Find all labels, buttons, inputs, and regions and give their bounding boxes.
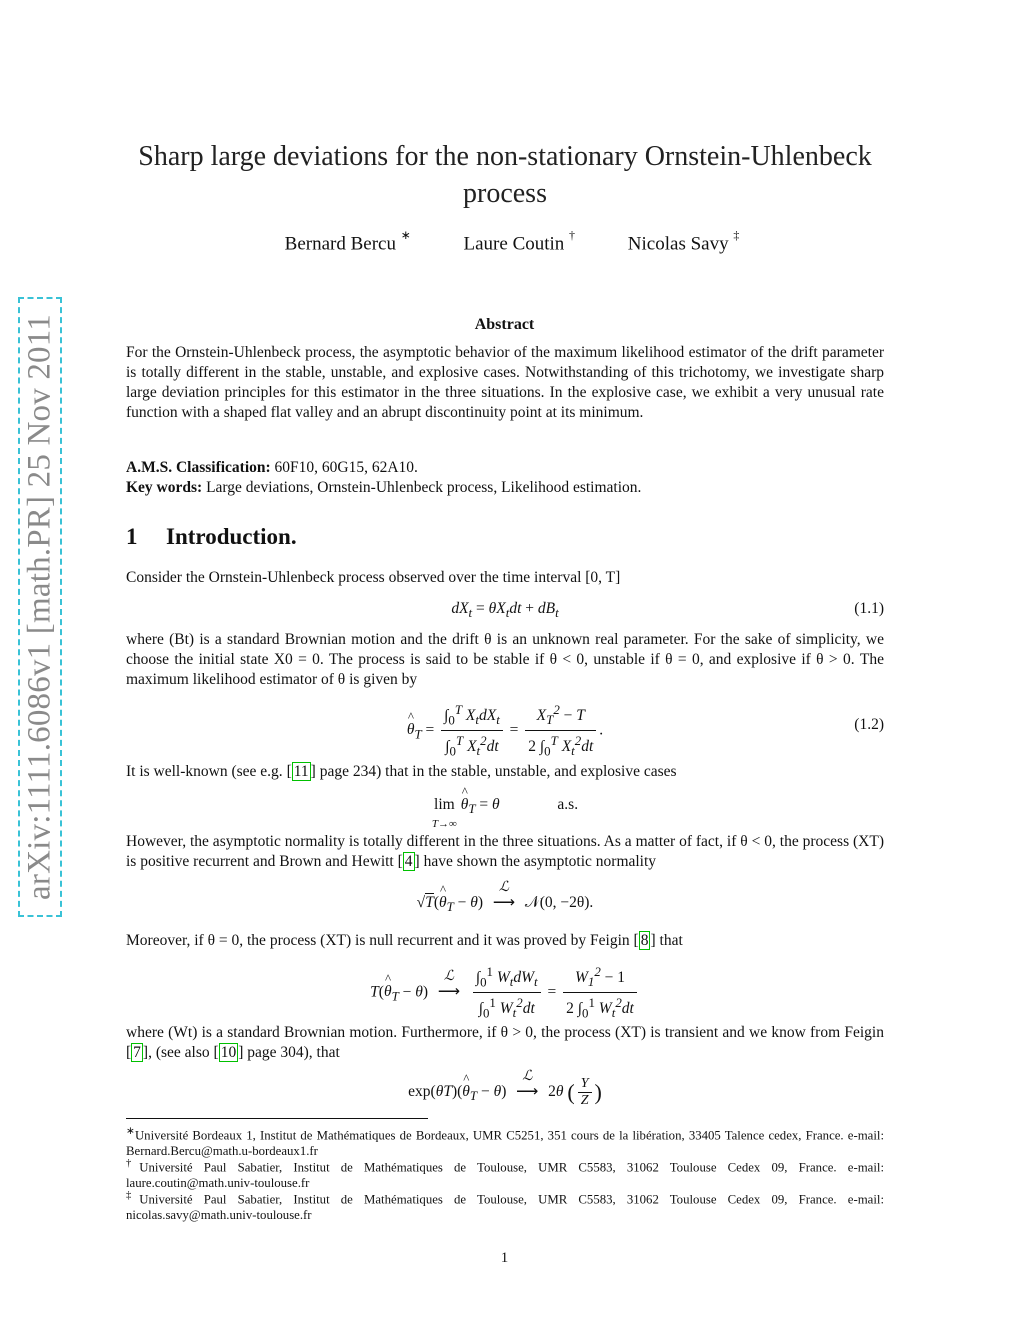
- convergence-arrow: ℒ ⟶: [516, 1069, 539, 1101]
- paragraph-text: However, the asymptotic normality is totally different in the three situations. As a matter of fact, if θ < 0, the process (XT) is positive recurrent and Brown and Hewitt: [126, 833, 884, 870]
- paragraph-text: page 304), that: [247, 1044, 340, 1061]
- footnote-rule: [126, 1118, 428, 1119]
- paragraph-text: page 234) that in the stable, unstable, and explosive cases: [319, 763, 677, 780]
- paragraph-text: It is well-known (see e.g.: [126, 763, 283, 780]
- almost-surely-label: a.s.: [557, 796, 579, 813]
- equation-explosive: [126, 1069, 884, 1116]
- fraction: $\frac{\int_0^T X_tdX_t}{\int_0^T X_t^2dt}$: [441, 700, 503, 762]
- fraction: $\frac{X_T^2 - T}{2 \int_0^T X_t^2dt}$: [525, 700, 596, 762]
- section-number: 1: [126, 524, 138, 549]
- citation-link[interactable]: 7: [133, 1044, 141, 1061]
- equation-body: T(^ $\theta_T - \theta$) ℒ ⟶ $\frac{\int_0^1 W_tdW_t}{\int_0^1 W_t^2dt}$ = $\frac{W_1^2 - 1}{2 \int_0^1 W_t^2dt}$: [126, 962, 884, 1024]
- citation-link[interactable]: 11: [293, 763, 309, 780]
- author-footnote-mark[interactable]: ‡: [733, 228, 740, 242]
- equation-body: ^ $\theta_T$ = $\frac{\int_0^T X_tdX_t}{\int_0^T X_t^2dt}$ = $\frac{X_T^2 - T}{2 \int_0^T X_t^2dt}$ .: [126, 700, 884, 762]
- footnote-text: Université Paul Sabatier, Institut de Mathématiques de Toulouse, UMR C5583, 31062 Toulouse Cedex 09, France. e-mail: nicolas.savy@math.univ-toulouse.fr: [126, 1192, 885, 1223]
- citation-link[interactable]: 4: [404, 853, 413, 870]
- author: [463, 228, 576, 255]
- equation-body: √T(^ $\theta_T - \theta$) ℒ ⟶ 𝒩(0, −2θ).: [126, 893, 884, 915]
- paragraph-1: Consider the Ornstein-Uhlenbeck process observed over the time interval [0, T]: [126, 569, 621, 586]
- abstract-heading: Abstract: [474, 316, 535, 333]
- equation-body: lim T→∞ ^ $\theta_T = \theta$ a.s.: [126, 796, 884, 832]
- author-name: Bernard Bercu: [284, 233, 396, 255]
- classification-value: 60F10, 60G15, 62A10.: [274, 459, 418, 476]
- footnote: [126, 1124, 884, 1159]
- classification-line: [126, 458, 884, 478]
- footnote: [126, 1156, 884, 1191]
- section-title: Introduction.: [166, 524, 297, 549]
- page-number: 1: [500, 1250, 509, 1266]
- keywords-value: Large deviations, Ornstein-Uhlenbeck process, Likelihood estimation.: [206, 479, 642, 496]
- author-footnote-mark[interactable]: †: [569, 228, 576, 242]
- paragraph-text: that: [659, 932, 683, 949]
- convergence-arrow: ℒ ⟶: [437, 969, 461, 1001]
- equation-limit: [126, 796, 884, 836]
- paragraph-3: It is well-known (see e.g. [ 11 ] page 234) that in the stable, unstable, and explosive cases: [126, 763, 677, 780]
- footnote-mark: ∗: [126, 1126, 135, 1137]
- paragraph-text: Moreover, if θ = 0, the process (XT) is null recurrent and it was proved by Feigin: [126, 932, 630, 949]
- abstract-text: For the Ornstein-Uhlenbeck process, the asymptotic behavior of the maximum likelihood estimator of the drift parameter is totally different in the stable, unstable, and explosive cases. Notwithstanding of this trichotomy, we investigate sharp large deviation principles for this estimator in the three situations. In the explosive case, we exhibit a very unusual rate function with a shaped flat valley and an abrupt discontinuity point at its minimum.: [126, 344, 884, 421]
- paper-title: Sharp large deviations for the non-stationary Ornstein-Uhlenbeck process: [138, 141, 872, 209]
- paragraph-6: where (Wt) is a standard Brownian motion. Furthermore, if θ > 0, the process (XT) is transient and we know from Feigin [ 7 ], (see also [ 10 ] page 304), that: [126, 1024, 884, 1061]
- fraction: $\frac{\int_0^1 W_tdW_t}{\int_0^1 W_t^2dt}$: [473, 962, 541, 1024]
- fraction: $\frac{W_1^2 - 1}{2 \int_0^1 W_t^2dt}$: [563, 962, 637, 1024]
- footnote: [126, 1188, 884, 1223]
- equation-1-2: [126, 700, 884, 759]
- author-name: Nicolas Savy: [627, 233, 729, 255]
- keywords-label: Key words:: [126, 479, 203, 496]
- author-name: Laure Coutin: [463, 233, 565, 255]
- footnote-text: Université Bordeaux 1, Institut de Mathématiques de Bordeaux, UMR C5251, 351 cours de la libération, 33405 Talence cedex, France. e-mail: Bernard.Bercu@math.u-bordeaux1.fr: [126, 1128, 884, 1159]
- author: [627, 228, 740, 255]
- footnote-text: Université Paul Sabatier, Institut de Mathématiques de Toulouse, UMR C5583, 31062 Toulouse Cedex 09, France. e-mail: laure.coutin@math.univ-toulouse.fr: [126, 1160, 885, 1191]
- equation-tag: (1.2): [854, 716, 884, 733]
- keywords-line: [126, 478, 884, 498]
- paragraph-4: However, the asymptotic normality is totally different in the three situations. As a matter of fact, if θ < 0, the process (XT) is positive recurrent and Brown and Hewitt [ 4 ] have shown the asymptotic normality: [126, 833, 884, 870]
- author: [284, 228, 411, 255]
- equation-unstable: [126, 962, 884, 1021]
- arxiv-stamp: [18, 297, 62, 917]
- arxiv-identifier[interactable]: arXiv:1111.6086v1 [math.PR] 25 Nov 2011: [21, 314, 58, 900]
- paragraph-text: where (Wt) is a standard Brownian motion. Furthermore, if θ > 0, the process (XT) is transient and we know from Feigin: [126, 1024, 884, 1041]
- footnote-mark: ‡: [126, 1190, 140, 1201]
- paragraph-text: have shown the asymptotic normality: [423, 853, 657, 870]
- convergence-arrow: ℒ ⟶: [492, 880, 516, 911]
- citation-link[interactable]: 10: [220, 1044, 237, 1061]
- paragraph-5: Moreover, if θ = 0, the process (XT) is null recurrent and it was proved by Feigin [ 8 ] that: [126, 932, 683, 949]
- equation-body: $dX_t = \theta X_tdt + dB_t$: [451, 600, 559, 621]
- section-heading: [126, 524, 297, 550]
- footnote-mark: †: [126, 1158, 140, 1169]
- paragraph-text: , (see also: [148, 1044, 210, 1061]
- normal-distribution: 𝒩(0, −2θ).: [524, 894, 594, 911]
- classification-label: A.M.S. Classification:: [126, 459, 271, 476]
- equation-body: exp(θT)(^ $\theta_T - \theta$) ℒ ⟶ 2θ ( $\frac{Y}{Z}$ ): [126, 1076, 884, 1109]
- paragraph-2: where (Bt) is a standard Brownian motion and the drift θ is an unknown real parameter. For the sake of simplicity, we choose the initial state X0 = 0. The process is said to be stable if θ < 0, unstable if θ = 0, and explosive if θ > 0. The maximum likelihood estimator of θ is given by: [126, 631, 884, 688]
- equation-stable: [126, 880, 884, 933]
- author-list: [0, 228, 1024, 255]
- author-footnote-mark[interactable]: ∗: [400, 228, 411, 242]
- citation-link[interactable]: 8: [640, 932, 649, 949]
- equation-tag: (1.1): [854, 600, 884, 617]
